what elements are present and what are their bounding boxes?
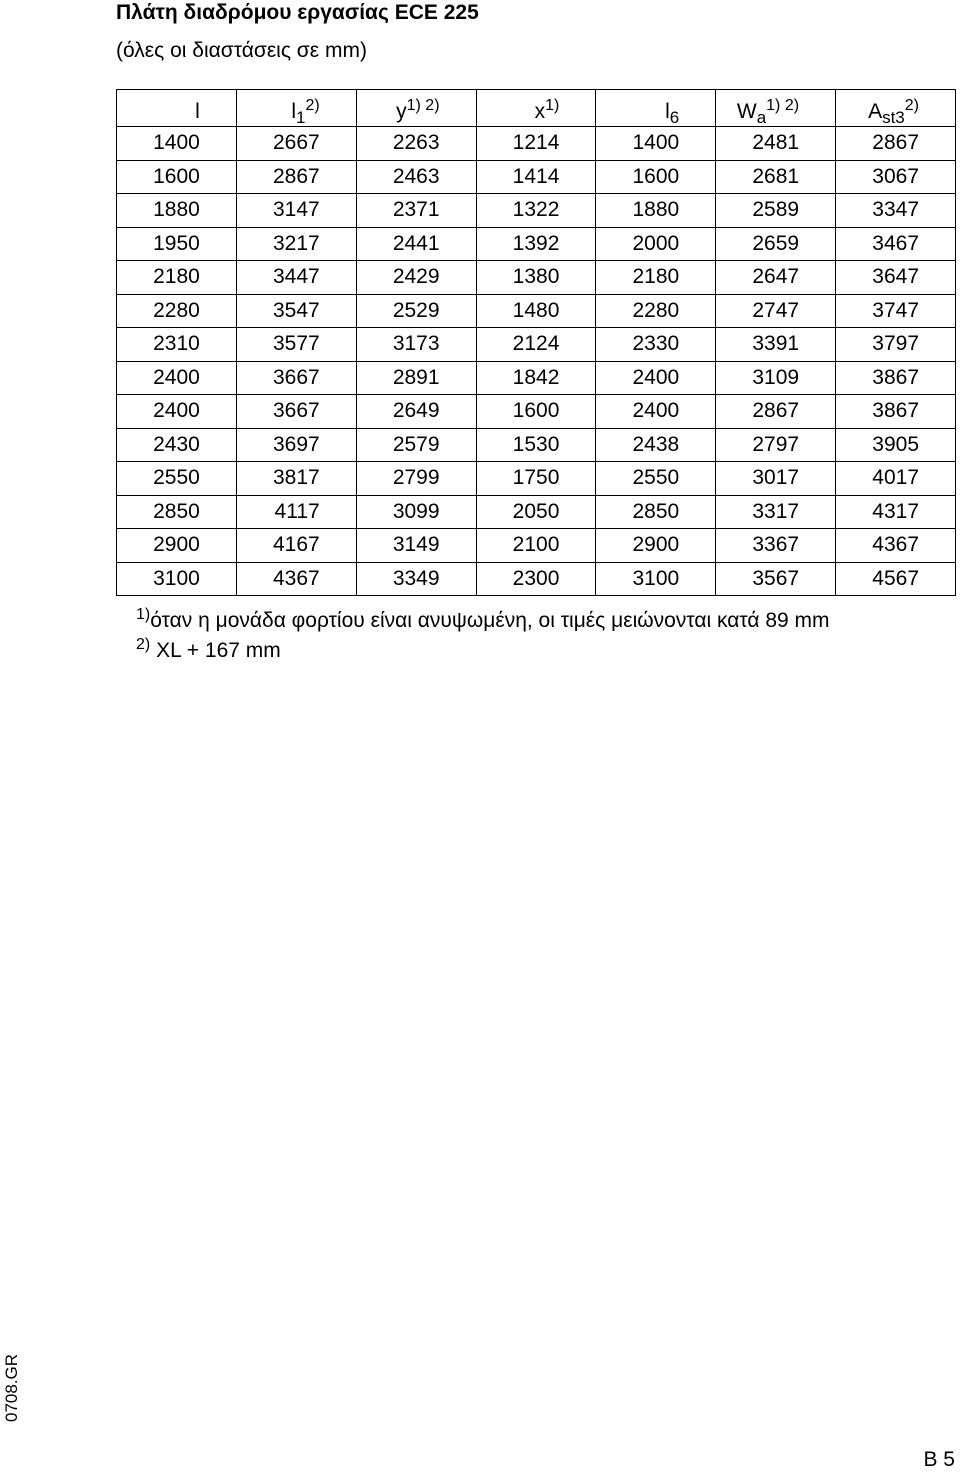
table-cell: 4367	[836, 529, 956, 563]
table-cell: 2747	[716, 294, 836, 328]
table-cell: 2649	[356, 395, 476, 429]
column-header-symbol: x	[534, 100, 546, 123]
table-cell: 2438	[596, 428, 716, 462]
table-cell: 2050	[476, 495, 596, 529]
table-row	[117, 562, 956, 596]
table-cell: 1400	[117, 127, 237, 161]
table-cell: 2647	[716, 261, 836, 295]
table-cell: 3017	[716, 462, 836, 496]
table-cell: 2310	[117, 328, 237, 362]
column-header-6	[836, 90, 956, 127]
table-cell: 2481	[716, 127, 836, 161]
table-cell: 1950	[117, 227, 237, 261]
table-cell: 2429	[356, 261, 476, 295]
page-number: B 5	[923, 1448, 955, 1471]
footnote-1-text: όταν η μονάδα φορτίου είναι ανυψωμένη, οι τιμές μειώνονται κατά 89 mm	[150, 609, 830, 632]
table-cell: 2300	[476, 562, 596, 596]
table-cell: 3347	[836, 194, 956, 228]
table-cell: 3447	[236, 261, 356, 295]
table-cell: 3667	[236, 395, 356, 429]
side-document-code: 0708.GR	[2, 1353, 21, 1422]
table-cell: 2000	[596, 227, 716, 261]
footnote-2	[136, 636, 830, 666]
table-cell: 4367	[236, 562, 356, 596]
table-row	[117, 127, 956, 161]
table-cell: 2850	[596, 495, 716, 529]
column-header-0	[117, 90, 237, 127]
column-header-2	[356, 90, 476, 127]
table-cell: 2100	[476, 529, 596, 563]
table-cell: 2900	[117, 529, 237, 563]
table-row	[117, 160, 956, 194]
table-cell: 1600	[117, 160, 237, 194]
table-row	[117, 227, 956, 261]
table-cell: 2550	[596, 462, 716, 496]
table-cell: 2430	[117, 428, 237, 462]
table-cell: 1380	[476, 261, 596, 295]
table-cell: 2280	[117, 294, 237, 328]
table-cell: 2550	[117, 462, 237, 496]
table-cell: 2180	[117, 261, 237, 295]
table-cell: 2867	[716, 395, 836, 429]
table-cell: 2330	[596, 328, 716, 362]
table-cell: 2867	[236, 160, 356, 194]
column-header-symbol: W	[736, 100, 757, 123]
table-cell: 3367	[716, 529, 836, 563]
column-header-4	[596, 90, 716, 127]
column-header-footnote-mark: 1) 2)	[766, 97, 800, 114]
table-cell: 1880	[596, 194, 716, 228]
footnote-1-mark: 1)	[136, 606, 151, 623]
table-row	[117, 328, 956, 362]
table-cell: 2850	[117, 495, 237, 529]
table-cell: 3067	[836, 160, 956, 194]
footnote-1	[136, 606, 830, 636]
table-cell: 1750	[476, 462, 596, 496]
column-header-footnote-mark: 1) 2)	[406, 97, 440, 114]
table-cell: 2180	[596, 261, 716, 295]
table-cell: 4167	[236, 529, 356, 563]
column-header-1	[236, 90, 356, 127]
table-cell: 2900	[596, 529, 716, 563]
table-cell: 3217	[236, 227, 356, 261]
table-cell: 3100	[117, 562, 237, 596]
table-cell: 1480	[476, 294, 596, 328]
table-cell: 1880	[117, 194, 237, 228]
footnotes	[136, 606, 830, 666]
table-cell: 2891	[356, 361, 476, 395]
table-cell: 4017	[836, 462, 956, 496]
table-cell: 3349	[356, 562, 476, 596]
table-cell: 1600	[596, 160, 716, 194]
column-header-subscript: 6	[669, 108, 680, 127]
table-row	[117, 395, 956, 429]
table-cell: 2263	[356, 127, 476, 161]
table-cell: 2579	[356, 428, 476, 462]
table-cell: 2371	[356, 194, 476, 228]
table-cell: 3797	[836, 328, 956, 362]
table-cell: 4317	[836, 495, 956, 529]
table-cell: 2400	[596, 361, 716, 395]
footnote-2-mark: 2)	[136, 636, 151, 653]
table-cell: 2667	[236, 127, 356, 161]
column-header-subscript: 1	[295, 108, 306, 127]
table-cell: 3905	[836, 428, 956, 462]
table-cell: 3547	[236, 294, 356, 328]
table-cell: 4567	[836, 562, 956, 596]
table-row	[117, 462, 956, 496]
table-cell: 1530	[476, 428, 596, 462]
column-header-symbol: y	[396, 100, 407, 123]
table-cell: 2797	[716, 428, 836, 462]
table-cell: 2529	[356, 294, 476, 328]
table-cell: 1842	[476, 361, 596, 395]
footnote-2-text: XL + 167 mm	[150, 639, 281, 662]
table-cell: 3109	[716, 361, 836, 395]
table-cell: 2441	[356, 227, 476, 261]
table-header-row	[117, 90, 956, 127]
table-cell: 3647	[836, 261, 956, 295]
table-cell: 2589	[716, 194, 836, 228]
table-cell: 1322	[476, 194, 596, 228]
table-row	[117, 361, 956, 395]
table-cell: 3567	[716, 562, 836, 596]
table-cell: 2799	[356, 462, 476, 496]
column-header-subscript: st3	[882, 108, 905, 127]
table-header	[117, 90, 956, 127]
table-cell: 2400	[117, 395, 237, 429]
table-cell: 3147	[236, 194, 356, 228]
table-cell: 2463	[356, 160, 476, 194]
column-header-subscript: a	[756, 108, 767, 127]
table-cell: 2659	[716, 227, 836, 261]
column-header-symbol: l	[291, 100, 296, 123]
column-header-3	[476, 90, 596, 127]
table-cell: 1414	[476, 160, 596, 194]
table-cell: 1400	[596, 127, 716, 161]
table-row	[117, 294, 956, 328]
table-cell: 3577	[236, 328, 356, 362]
table-cell: 3317	[716, 495, 836, 529]
table-row	[117, 495, 956, 529]
table-cell: 3867	[836, 395, 956, 429]
column-header-symbol: l	[665, 100, 670, 123]
table-cell: 3173	[356, 328, 476, 362]
table-cell: 4117	[236, 495, 356, 529]
column-header-footnote-mark: 1)	[545, 97, 560, 114]
table-cell: 3867	[836, 361, 956, 395]
table-cell: 2400	[596, 395, 716, 429]
table-cell: 2681	[716, 160, 836, 194]
dimensions-table	[116, 89, 956, 596]
table-cell: 3747	[836, 294, 956, 328]
table-cell: 2867	[836, 127, 956, 161]
table-cell: 2400	[117, 361, 237, 395]
table-row	[117, 261, 956, 295]
table-cell: 2124	[476, 328, 596, 362]
table-cell: 1214	[476, 127, 596, 161]
document-title: Πλάτη διαδρόμου εργασίας ECE 225	[116, 1, 479, 24]
table-cell: 3697	[236, 428, 356, 462]
table-row	[117, 529, 956, 563]
column-header-symbol: A	[868, 100, 883, 123]
table-row	[117, 194, 956, 228]
column-header-footnote-mark: 2)	[305, 97, 320, 114]
column-header-symbol: l	[195, 100, 200, 123]
table-body	[117, 127, 956, 596]
table-cell: 1392	[476, 227, 596, 261]
document-subtitle: (όλες οι διαστάσεις σε mm)	[116, 39, 367, 62]
table-cell: 1600	[476, 395, 596, 429]
table-cell: 2280	[596, 294, 716, 328]
table-cell: 3099	[356, 495, 476, 529]
table-cell: 3149	[356, 529, 476, 563]
table-cell: 3100	[596, 562, 716, 596]
table-cell: 3391	[716, 328, 836, 362]
column-header-5	[716, 90, 836, 127]
column-header-footnote-mark: 2)	[904, 97, 919, 114]
table-cell: 3817	[236, 462, 356, 496]
table-row	[117, 428, 956, 462]
table-cell: 3667	[236, 361, 356, 395]
table-cell: 3467	[836, 227, 956, 261]
